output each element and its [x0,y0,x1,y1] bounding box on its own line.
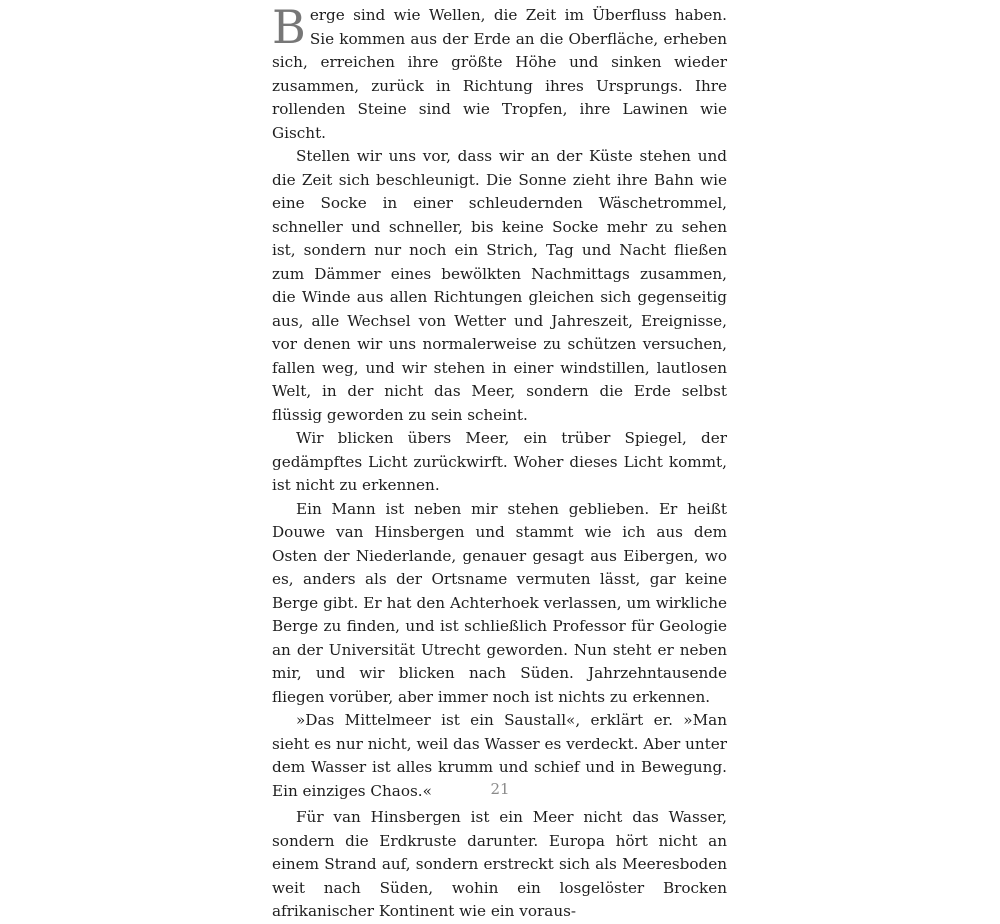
paragraph-1 [272,0,727,145]
drop-cap: B [272,0,306,54]
paragraph-2: Stellen wir uns vor, dass wir an der Küste stehen und die Zeit sich beschleunigt. Die Sonne zieht ihre Bahn wie eine Socke in einer schleudernden Wäschetrommel, schneller und schneller, bis keine Socke mehr zu sehen ist, sondern nur noch ein Strich, Tag und Nacht fließen zum Dämmer eines bewölkten Nachmittags zusammen, die Winde aus allen Richtungen gleichen sich gegenseitig aus, alle Wechsel von Wetter und Jahreszeit, Ereignisse, vor denen wir uns normalerweise zu schützen versuchen, fallen weg, und wir stehen in einer windstillen, lautlosen Welt, in der nicht das Meer, sondern die Erde selbst flüssig geworden zu sein scheint. [272,147,727,424]
paragraph-6: Für van Hinsbergen ist ein Meer nicht das Wasser, sondern die Erdkruste darunter. Europa hört nicht an einem Strand auf, sondern erstreckt sich als Meeresboden weit nach Süden, wohin ein losgelöster Brocken afrikanischer Kontinent wie ein voraus- [272,808,727,920]
paragraph-3: Wir blicken übers Meer, ein trüber Spiegel, der gedämpftes Licht zurückwirft. Woher dieses Licht kommt, ist nicht zu erkennen. [272,429,727,494]
page-number: 21 [490,780,510,798]
paragraph-1-text: erge sind wie Wellen, die Zeit im Überfluss haben. Sie kommen aus der Erde an die Oberfläche, erheben sich, erreichen ihre größte Höhe und sinken wieder zusammen, zurück in Richtung ihres Ursprungs. Ihre rollenden Steine sind wie Tropfen, ihre Lawinen wie Gischt. [272,6,727,142]
paragraph-4: Ein Mann ist neben mir stehen geblieben. Er heißt Douwe van Hinsbergen und stammt wie ich aus dem Osten der Niederlande, genauer gesagt aus Eibergen, wo es, anders als der Ortsname vermuten lässt, gar keine Berge gibt. Er hat den Achterhoek verlassen, um wirkliche Berge zu finden, und ist schließlich Professor für Geologie an der Universität Utrecht geworden. Nun steht er neben mir, und wir blicken nach Süden. Jahrzehntausende fliegen vorüber, aber immer noch ist nichts zu erkennen. [272,499,727,706]
paragraph-5: »Das Mittelmeer ist ein Saustall«, erklärt er. »Man sieht es nur nicht, weil das Wasser es verdeckt. Aber unter dem Wasser ist alles krumm und schief und in Bewegung. Ein einziges Chaos.« [272,711,727,800]
